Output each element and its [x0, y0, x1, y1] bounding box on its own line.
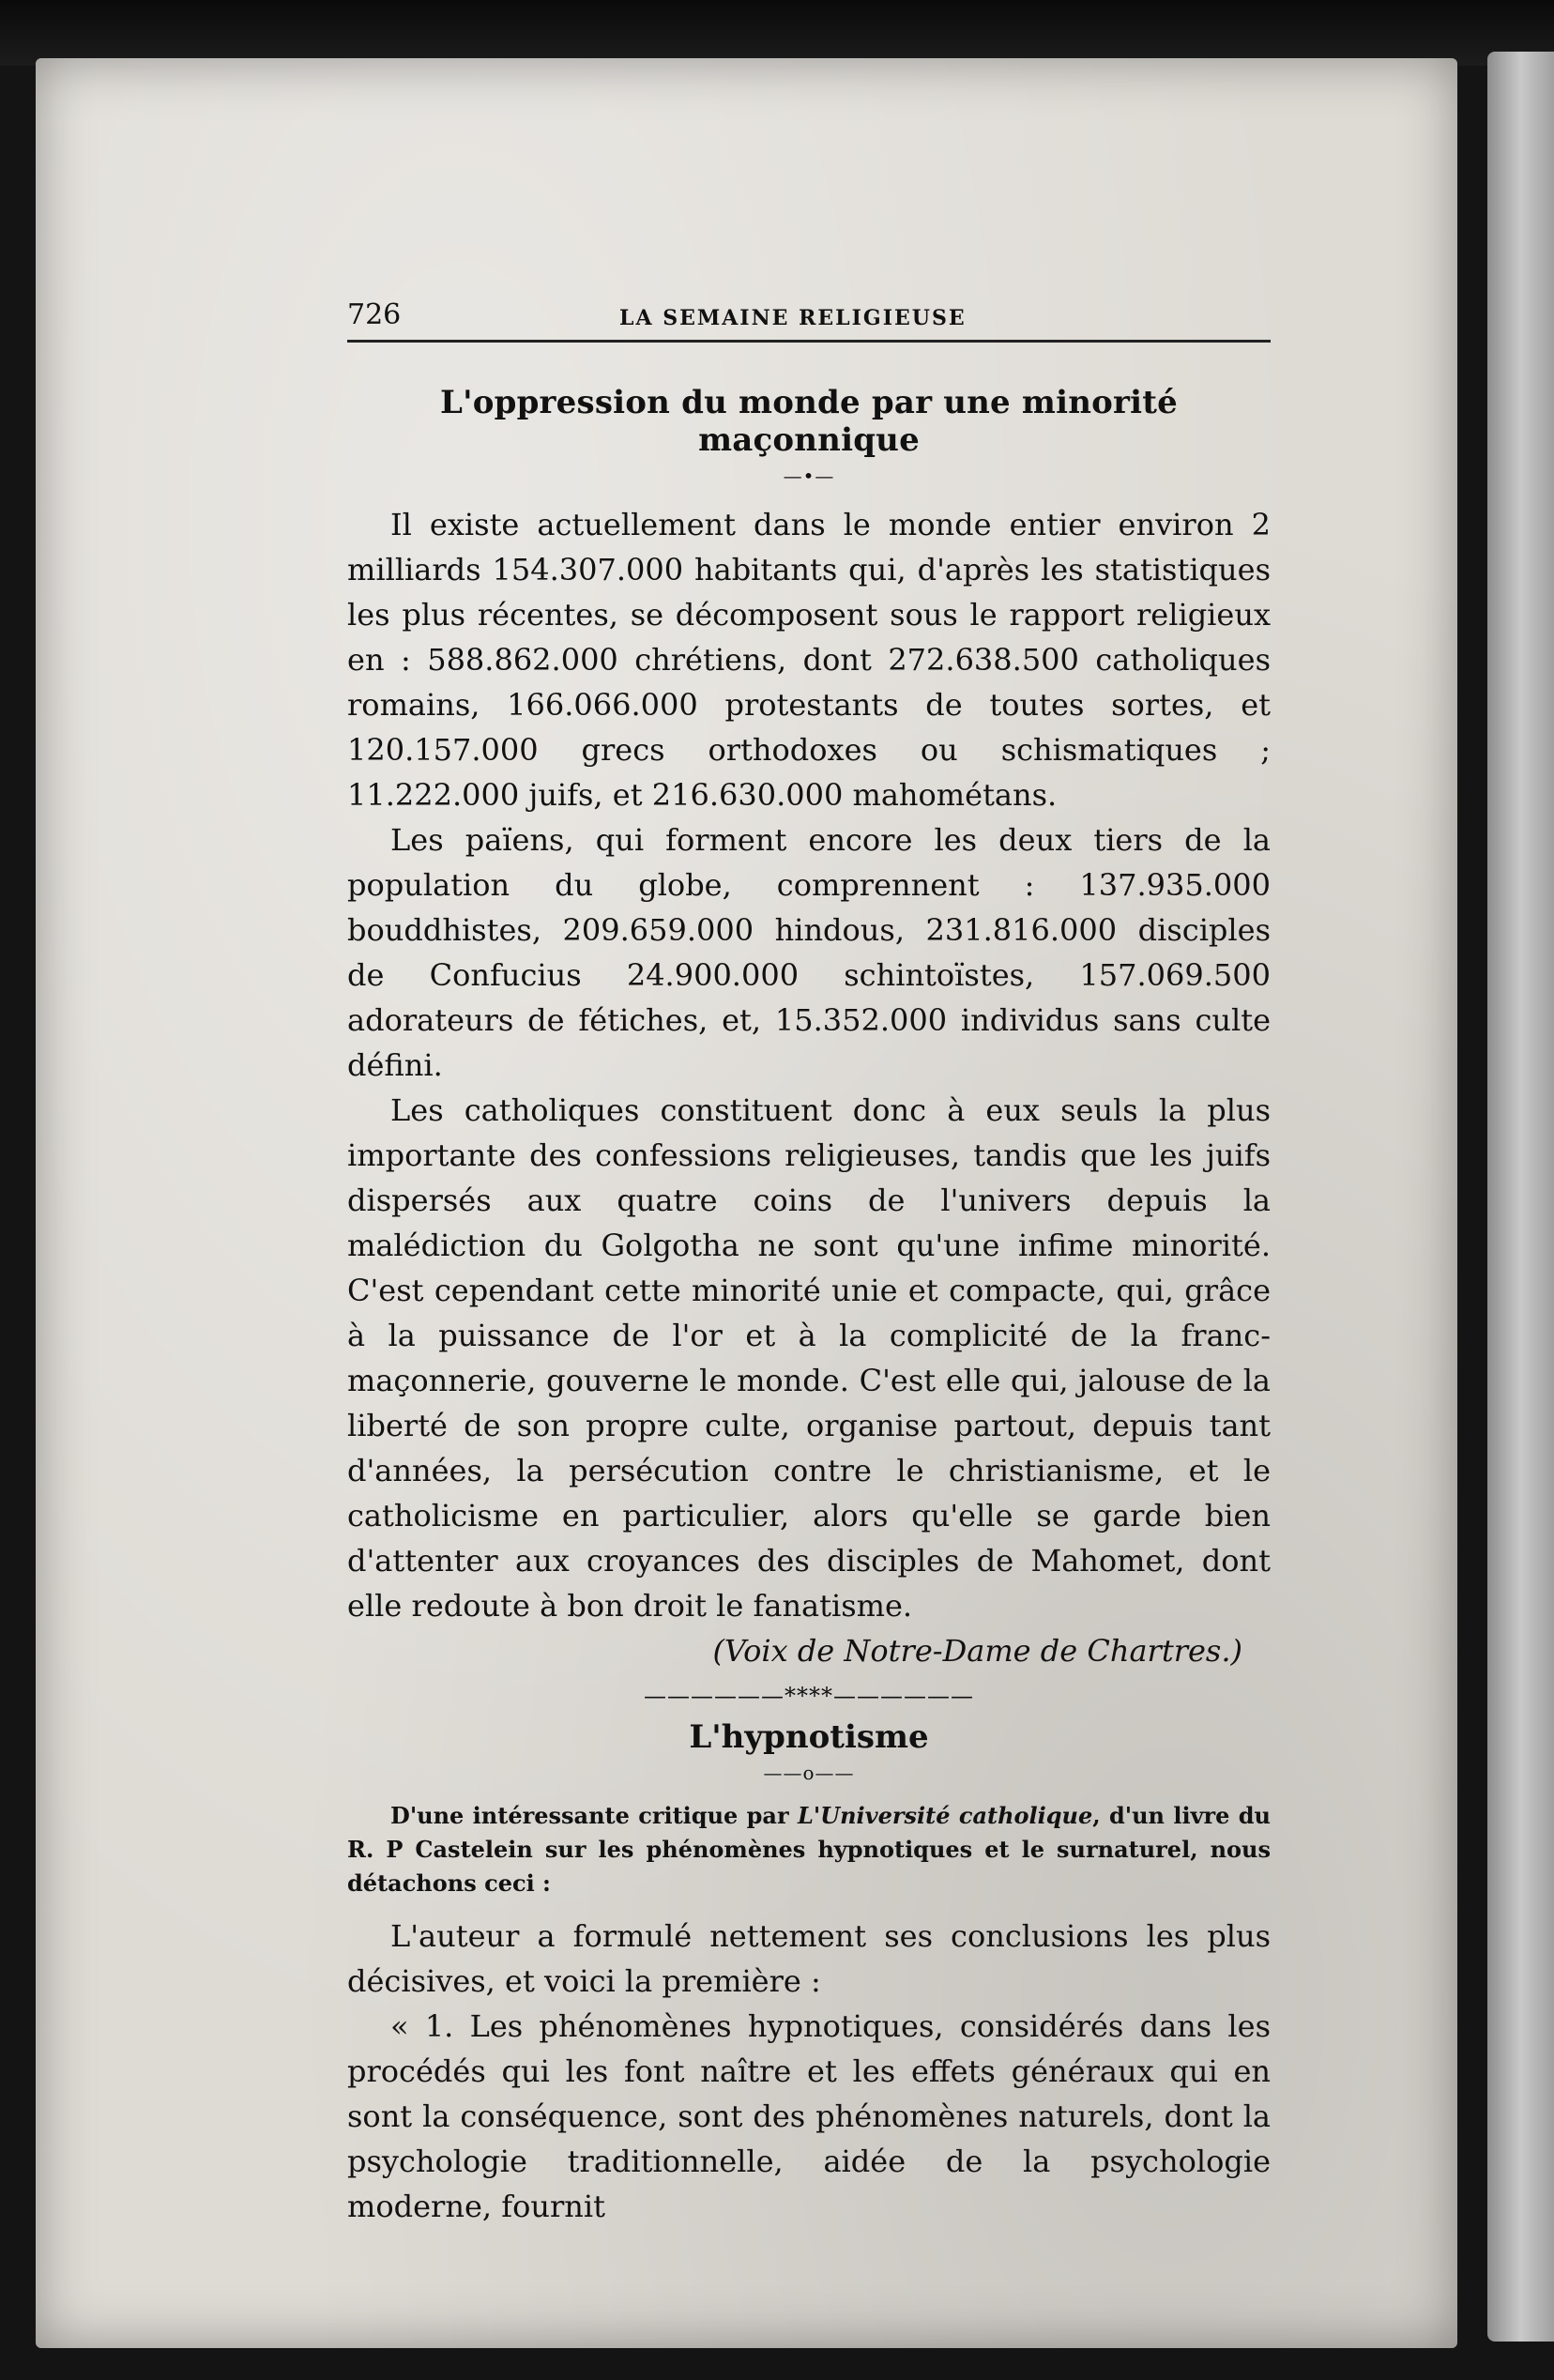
article1-paragraph-2: Les païens, qui forment encore les deux tiers de la population du globe, comprennent : 137.935.000 bouddhistes, 209.659.000 hindous, 231.816.000 disciples de Confucius 24.900.000 schintoïstes, 157.069.500 adorateurs de fétiches, et, 15.352.000 individus sans culte défini.	[347, 822, 1271, 1083]
article-title-oppression: L'oppression du monde par une minorité maçonnique	[440, 384, 1178, 459]
scan-top-edge	[0, 0, 1554, 66]
article1-attribution: (Voix de Notre-Dame de Chartres.)	[712, 1633, 1242, 1669]
article-separator: ——————****——————	[644, 1683, 974, 1709]
article2-intro	[347, 1799, 1271, 1900]
intro-source: L'Université catholique	[797, 1802, 1093, 1829]
adjacent-page-edge	[1487, 52, 1554, 2342]
article2-paragraph-2: « 1. Les phénomènes hypnotiques, considérés dans les procédés qui les font naître et les effets généraux qui en sont la conséquence, sont des phénomènes naturels, dont la psychologie traditionnelle, aidée de la psychologie moderne, fournit	[347, 2008, 1271, 2224]
article-title-hypnotisme: L'hypnotisme	[689, 1718, 929, 1756]
title-ornament: —•—	[783, 465, 835, 487]
page-content	[347, 282, 1271, 2229]
running-head: LA SEMAINE RELIGIEUSE	[619, 306, 967, 330]
page-number: 726	[347, 298, 402, 331]
page-header	[347, 282, 1271, 343]
title-ornament-2: ——o——	[763, 1762, 855, 1784]
article2-paragraph-1: L'auteur a formulé nettement ses conclusions les plus décisives, et voici la première :	[347, 1918, 1271, 1999]
intro-text-end: , d'un livre du R. P Castelein sur les phénomènes hypnotiques et le surnaturel, nous détachons ceci :	[347, 1802, 1271, 1897]
intro-text-start: D'une intéressante critique par	[390, 1802, 798, 1829]
article1-paragraph-1: Il existe actuellement dans le monde entier environ 2 milliards 154.307.000 habitants qui, d'après les statistiques les plus récentes, se décomposent sous le rapport religieux en : 588.862.000 chrétiens, dont 272.638.500 catholiques romains, 166.066.000 protestants de toutes sortes, et 120.157.000 grecs orthodoxes ou schismatiques ; 11.222.000 juifs, et 216.630.000 mahométans.	[347, 507, 1271, 813]
article1-paragraph-3: Les catholiques constituent donc à eux seuls la plus importante des confessions religieuses, tandis que les juifs dispersés aux quatre coins de l'univers depuis la malédiction du Golgotha ne sont qu'une infime minorité. C'est cependant cette minorité unie et compacte, qui, grâce à la puissance de l'or et à la complicité de la franc-maçonnerie, gouverne le monde. C'est elle qui, jalouse de la liberté de son propre culte, organise partout, depuis tant d'années, la persécution contre le christianisme, et le catholicisme en particulier, alors qu'elle se garde bien d'attenter aux croyances des disciples de Mahomet, dont elle redoute à bon droit le fanatisme.	[347, 1092, 1271, 1624]
